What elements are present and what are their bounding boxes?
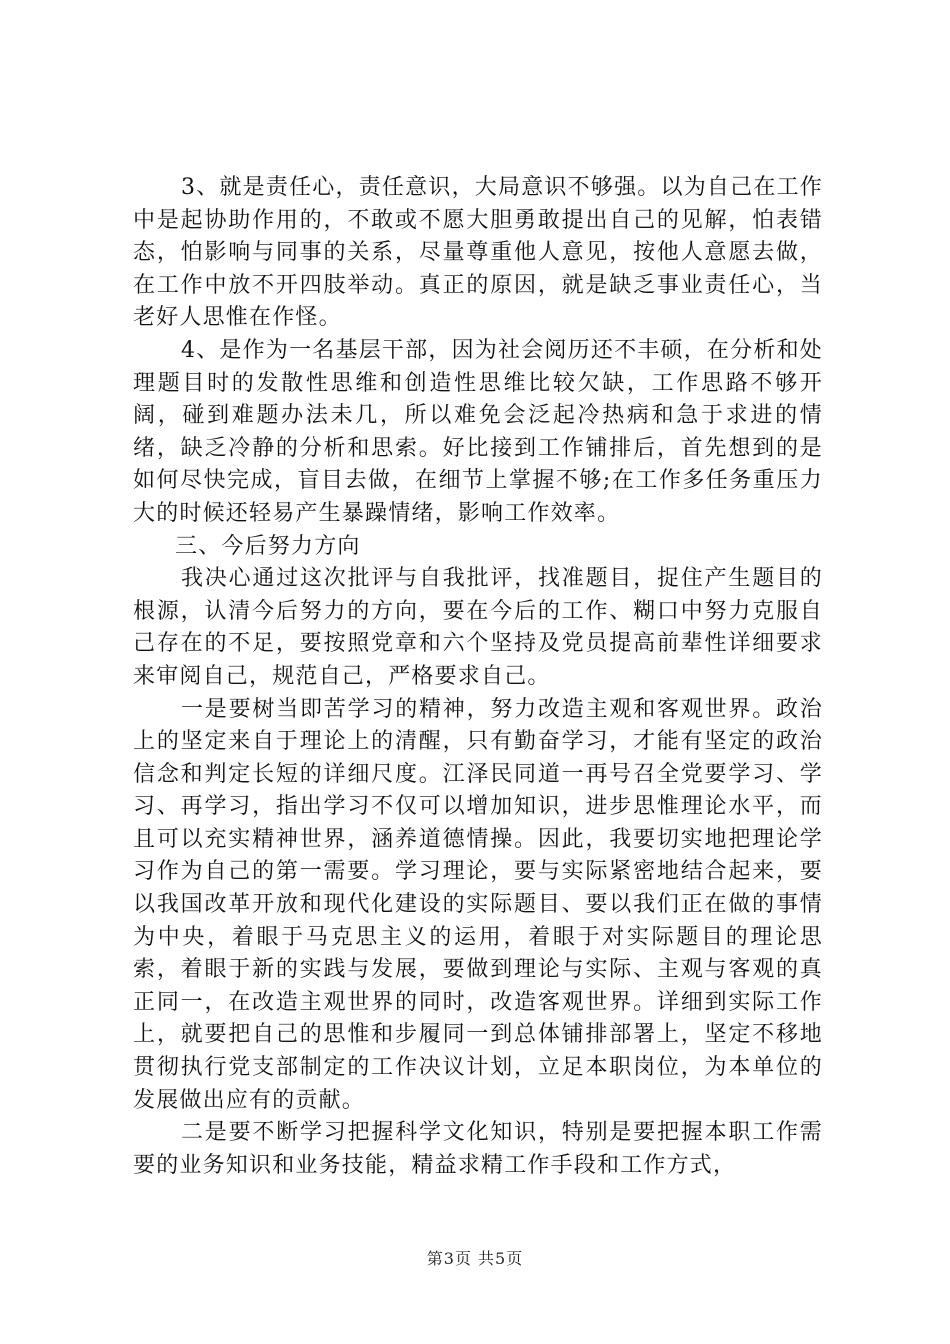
paragraph-knowledge-learning: 二是要不断学习把握科学文化知识，特别是要把握本职工作需要的业务知识和业务技能，精益求精工作手段和工作方式， [133, 1120, 823, 1178]
section-heading-future-direction: 三、今后努力方向 [175, 533, 361, 559]
paragraph-study-spirit: 一是要树当即苦学习的精神，努力改造主观和客观世界。政治上的坚定来自于理论上的清醒，只有勤奋学习，才能有坚定的政治信念和判定长短的详细尺度。江泽民同道一再号召全党要学习、学习、再学习，指出学习不仅可以增加知识，进步思惟理论水平，而且可以充实精神世界，涵养道德情操。因此，我要切实地把理论学习作为自己的第一需要。学习理论，要与实际紧密地结合起来，要以我国改革开放和现代化建设的实际题目、要以我们正在做的事情为中央，着眼于马克思主义的运用，着眼于对实际题目的理论思索，着眼于新的实践与发展，要做到理论与实际、主观与客观的真正同一，在改造主观世界的同时，改造客观世界。详细到实际工作上，就要把自己的思惟和步履同一到总体铺排部署上，坚定不移地贯彻执行党支部制定的工作决议计划，立足本职岗位，为本单位的发展做出应有的贡献。 [133, 696, 823, 1113]
paragraph-determination: 我决心通过这次批评与自我批评，找准题目，捉住产生题目的根源，认清今后努力的方向，要在今后的工作、糊口中努力克服自己存在的不足，要按照党章和六个坚持及党员提高前辈性详细要求来审阅自己，规范自己，严格要求自己。 [133, 566, 823, 689]
paragraph-grassroots-cadre: 4、是作为一名基层干部，因为社会阅历还不丰硕，在分析和处理题目时的发散性思维和创造性思维比较欠缺，工作思路不够开阔，碰到难题办法未几，所以难免会泛起冷热病和急于求进的情绪，缺乏冷静的分析和思索。好比接到工作铺排后，首先想到的是如何尽快完成，盲目去做，在细节上掌握不够;在工作多任务重压力大的时候还轻易产生暴躁情绪，影响工作效率。 [133, 337, 823, 526]
page-number-footer: 第3页 共5页 [426, 1249, 524, 1268]
paragraph-responsibility: 3、就是责任心，责任意识，大局意识不够强。以为自己在工作中是起协助作用的，不敢或不愿大胆勇敢提出自己的见解，怕表错态，怕影响与同事的关系，尽量尊重他人意见，按他人意愿去做，在工作中放不开四肢举动。真正的原因，就是缺乏事业责任心，当老好人思惟在作怪。 [133, 175, 823, 331]
document-body [133, 172, 823, 1182]
